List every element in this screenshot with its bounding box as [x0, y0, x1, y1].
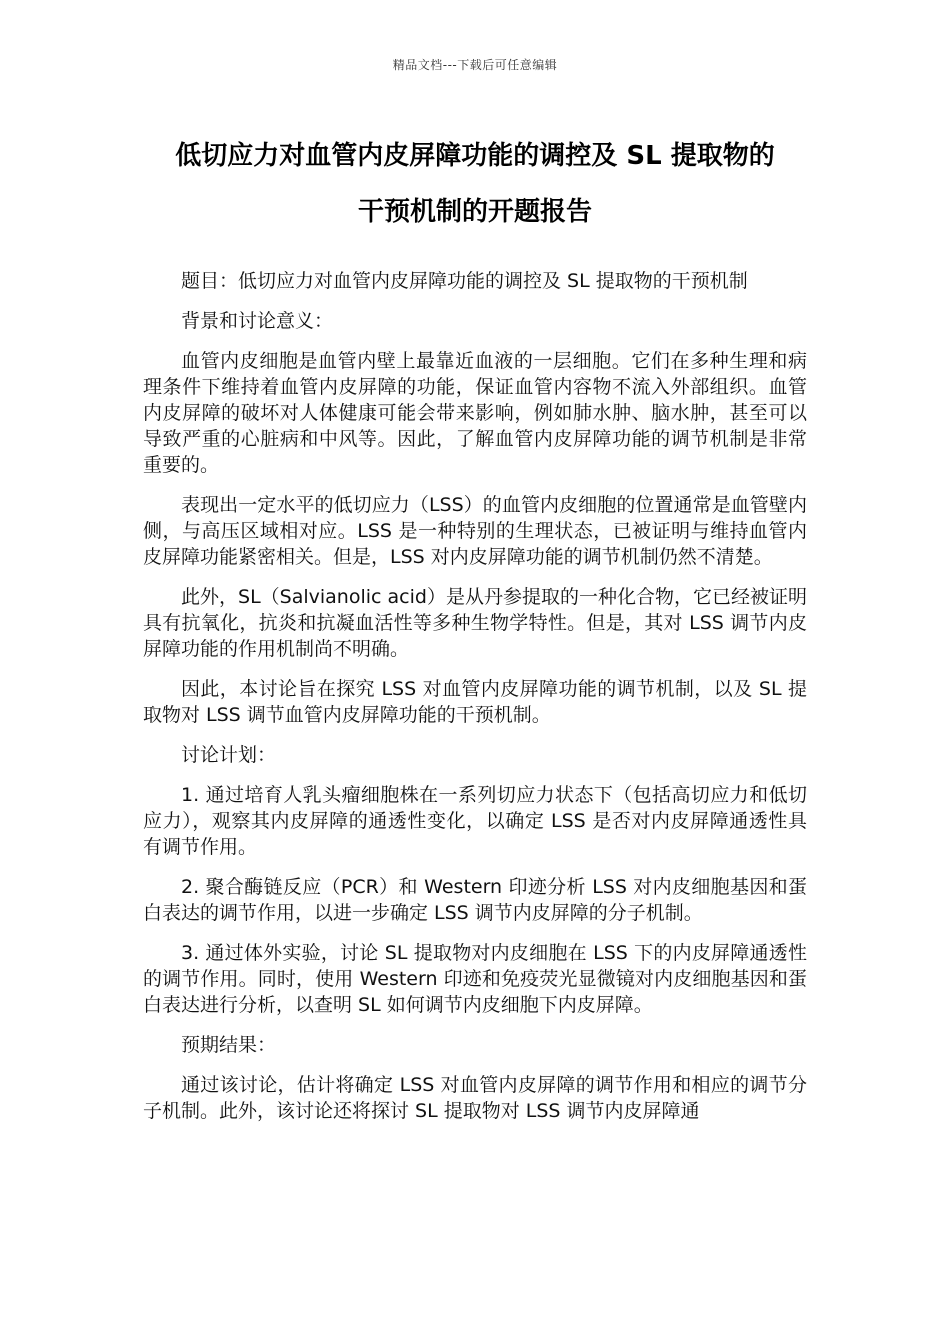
document-body — [143, 268, 807, 1138]
section-heading-background: 背景和讨论意义： — [181, 310, 334, 332]
plan-item-2: 2. 聚合酶链反应（PCR）和 Western 印迹分析 LSS 对内皮细胞基因和蛋白表达的调节作用，以进一步确定 LSS 调节内皮屏障的分子机制。 — [143, 876, 807, 924]
section-heading-expected-results: 预期结果： — [181, 1034, 277, 1056]
paragraph-background-4: 因此，本讨论旨在探究 LSS 对血管内皮屏障功能的调节机制，以及 SL 提取物对 LSS 调节血管内皮屏障功能的干预机制。 — [143, 678, 807, 726]
topic-line: 题目：低切应力对血管内皮屏障功能的调控及 SL 提取物的干预机制 — [181, 270, 748, 292]
paragraph-background-3: 此外，SL（Salvianolic acid）是从丹参提取的一种化合物，它已经被证明具有抗氧化，抗炎和抗凝血活性等多种生物学特性。但是，其对 LSS 调节内皮屏障功能的作用机制尚不明确。 — [143, 586, 807, 660]
title-line-2: 干预机制的开题报告 — [357, 197, 592, 227]
header-note: 精品文档---下载后可任意编辑 — [392, 58, 558, 72]
paragraph-background-2: 表现出一定水平的低切应力（LSS）的血管内皮细胞的位置通常是血管壁内侧，与高压区域相对应。LSS 是一种特别的生理状态，已被证明与维持血管内皮屏障功能紧密相关。但是，LSS 对内皮屏障功能的调节机制仍然不清楚。 — [143, 494, 807, 568]
paragraph-background-1: 血管内皮细胞是血管内壁上最靠近血液的一层细胞。它们在多种生理和病理条件下维持着血管内皮屏障的功能，保证血管内容物不流入外部组织。血管内皮屏障的破坏对人体健康可能会带来影响，例如肺水肿、脑水肿，甚至可以导致严重的心脏病和中风等。因此，了解血管内皮屏障功能的调节机制是非常重要的。 — [143, 350, 807, 476]
document-title — [130, 128, 820, 240]
plan-item-3: 3. 通过体外实验，讨论 SL 提取物对内皮细胞在 LSS 下的内皮屏障通透性的调节作用。同时，使用 Western 印迹和免疫荧光显微镜对内皮细胞基因和蛋白表达进行分析，以查明 SL 如何调节内皮细胞下内皮屏障。 — [143, 942, 807, 1016]
plan-item-1: 1. 通过培育人乳头瘤细胞株在一系列切应力状态下（包括高切应力和低切应力），观察其内皮屏障的通透性变化，以确定 LSS 是否对内皮屏障通透性具有调节作用。 — [143, 784, 807, 858]
section-heading-plan: 讨论计划： — [181, 744, 277, 766]
paragraph-expected-results: 通过该讨论，估计将确定 LSS 对血管内皮屏障的调节作用和相应的调节分子机制。此外，该讨论还将探讨 SL 提取物对 LSS 调节内皮屏障通 — [143, 1074, 807, 1122]
title-line-1: 低切应力对血管内皮屏障功能的调控及 SL 提取物的 — [175, 141, 775, 171]
